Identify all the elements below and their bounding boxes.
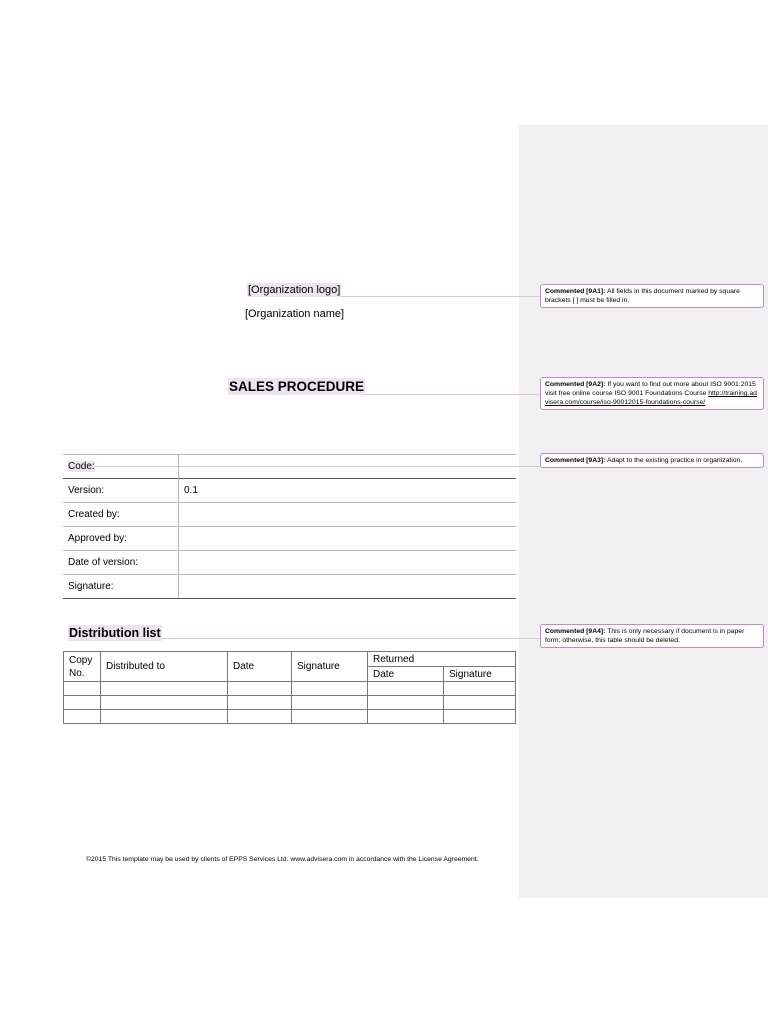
table-cell[interactable] [292, 696, 368, 710]
returned-header: Returned [368, 652, 516, 667]
comment-text: If you want to find out more about ISO 9001:2015 visit free online course ISO 9001 Foundations Course [545, 381, 756, 397]
table-cell[interactable] [64, 682, 101, 696]
table-cell[interactable] [64, 696, 101, 710]
table-cell[interactable] [101, 682, 228, 696]
document-info-table [63, 454, 516, 599]
table-cell[interactable] [292, 682, 368, 696]
organization-name-placeholder[interactable]: [Organization name] [245, 308, 345, 320]
distribution-list-heading: Distribution list [69, 626, 161, 640]
footer-copyright: ©2015 This template may be used by clients of EPPS Services Ltd. www.advisera.com in accordance with the License Agreement. [86, 856, 479, 863]
info-row-code [63, 455, 516, 479]
table-cell[interactable] [368, 696, 444, 710]
info-value[interactable] [179, 455, 517, 479]
info-row-signature [63, 575, 516, 599]
info-label: Created by: [63, 503, 179, 527]
comment-9a4[interactable] [540, 624, 764, 648]
comment-id: Commented [9A2]: [545, 381, 606, 388]
info-label: Date of version: [63, 551, 179, 575]
table-cell[interactable] [228, 696, 292, 710]
table-cell[interactable] [444, 710, 516, 724]
comment-id: Commented [9A1]: [545, 288, 606, 295]
table-cell[interactable] [228, 710, 292, 724]
info-label [63, 455, 179, 479]
date-header: Date [228, 652, 292, 682]
table-row [64, 682, 516, 696]
copy-no-header: Copy No. [64, 652, 101, 682]
table-row [64, 710, 516, 724]
distribution-table [63, 651, 516, 724]
table-cell[interactable] [64, 710, 101, 724]
document-title: SALES PROCEDURE [229, 379, 365, 394]
info-value[interactable] [179, 527, 517, 551]
info-row-date-of-version [63, 551, 516, 575]
returned-date-header: Date [368, 667, 444, 682]
table-cell[interactable] [101, 696, 228, 710]
info-value[interactable] [179, 551, 517, 575]
table-cell[interactable] [228, 682, 292, 696]
table-cell[interactable] [444, 682, 516, 696]
info-row-approved-by [63, 527, 516, 551]
comment-9a1[interactable] [540, 284, 764, 308]
returned-signature-header: Signature [444, 667, 516, 682]
comment-leader-2 [350, 394, 540, 395]
comment-leader-1 [332, 296, 540, 297]
signature-header: Signature [292, 652, 368, 682]
distribution-header-row [64, 652, 516, 667]
comment-text: Adapt to the existing practice in organization. [606, 457, 743, 464]
comment-text: This is only necessary if document is in paper form; otherwise, this table should be deleted. [545, 628, 745, 644]
info-label: Approved by: [63, 527, 179, 551]
info-row-created-by [63, 503, 516, 527]
comment-text: All fields in this document marked by square brackets [ ] must be filled in. [545, 288, 740, 304]
comment-id: Commented [9A4]: [545, 628, 606, 635]
info-value[interactable] [179, 503, 517, 527]
comment-9a3[interactable] [540, 453, 764, 468]
info-value[interactable]: 0.1 [179, 479, 517, 503]
table-cell[interactable] [444, 696, 516, 710]
comment-id: Commented [9A3]: [545, 457, 606, 464]
info-value[interactable] [179, 575, 517, 599]
info-label: Signature: [63, 575, 179, 599]
table-cell[interactable] [368, 710, 444, 724]
info-row-version [63, 479, 516, 503]
table-cell[interactable] [101, 710, 228, 724]
code-label: Code: [68, 461, 95, 472]
comment-leader-4 [157, 638, 540, 639]
comment-link[interactable]: http://training.advisera.com/course/iso-90012015-foundations-course/ [545, 390, 757, 406]
table-cell[interactable] [368, 682, 444, 696]
table-row [64, 696, 516, 710]
table-cell[interactable] [292, 710, 368, 724]
distributed-to-header: Distributed to [101, 652, 228, 682]
comment-pane [519, 125, 768, 898]
organization-logo-placeholder[interactable]: [Organization logo] [248, 284, 341, 296]
comment-9a2[interactable] [540, 377, 764, 410]
info-label: Version: [63, 479, 179, 503]
